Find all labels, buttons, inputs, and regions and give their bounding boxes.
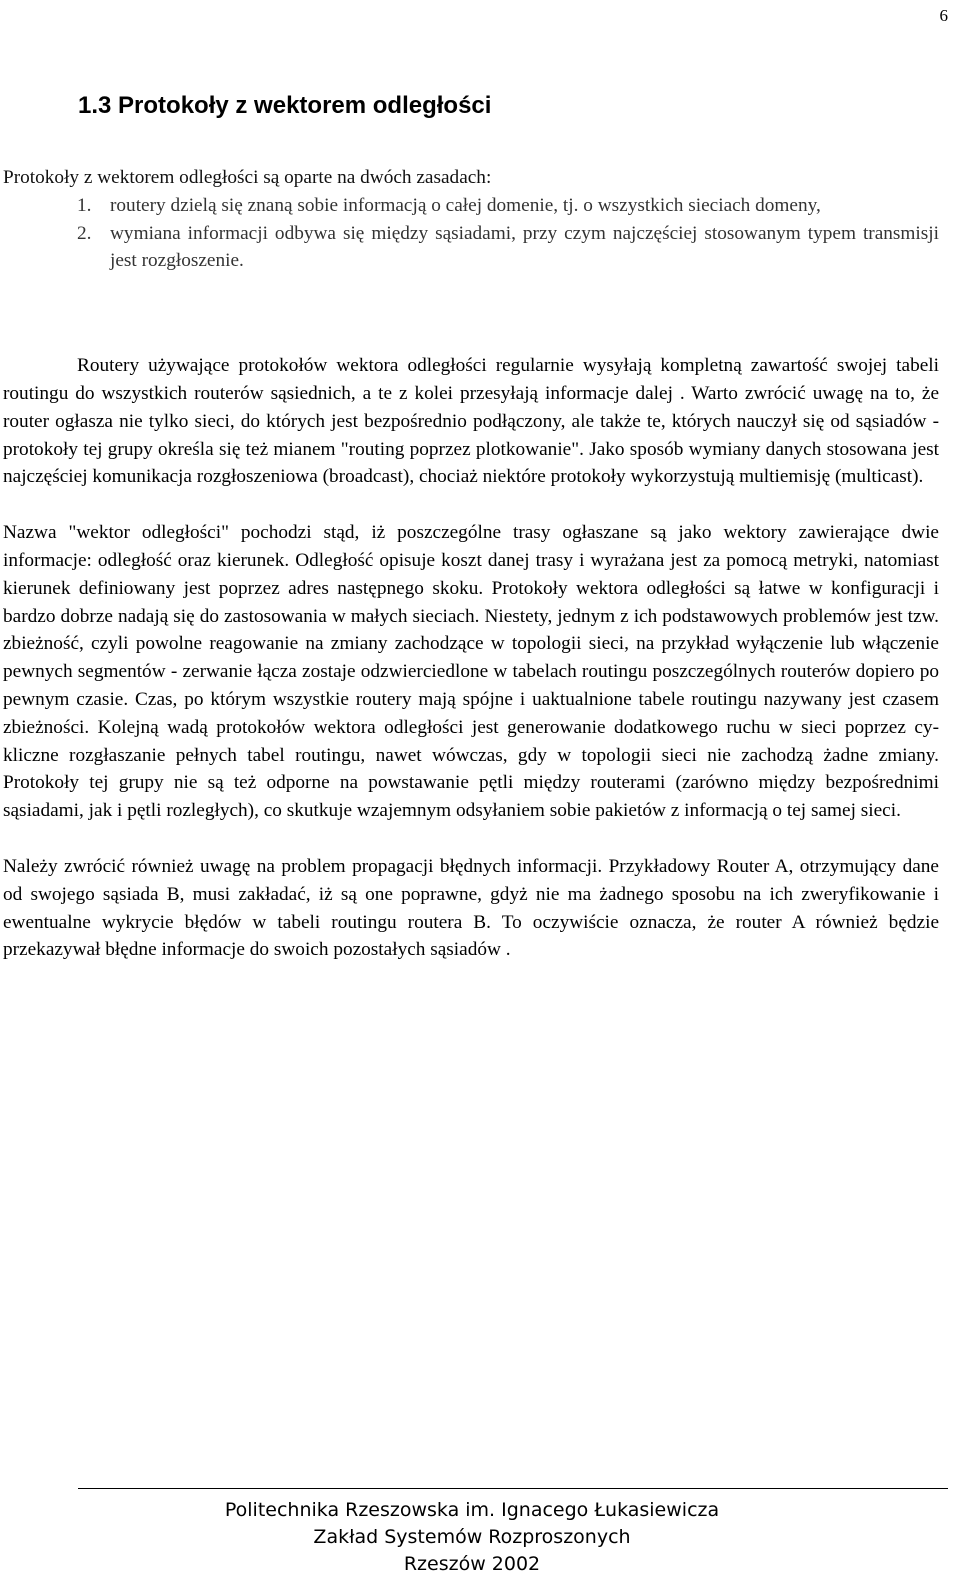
list-item-number: 1. xyxy=(77,194,92,216)
paragraph-error-propagation: Należy zwrócić również uwagę na problem propagacji błędnych informacji. Przykładowy Router A, otrzymujący dane od swojego sąsiada B, musi zakładać, iż są one poprawne, gdyż nie ma żadnego sposobu na ich zweryfikowanie i ewentualne wykrycie błędów w tabeli routingu routera B. To oczywiście oznacza, że router A również będzie przekazywał błędne informacje do swoich pozostałych sąsiadów . xyxy=(3,855,939,961)
footer-divider xyxy=(78,1488,948,1489)
principles-list xyxy=(3,192,939,275)
page-footer xyxy=(0,1497,944,1578)
footer-department: Zakład Systemów Rozproszonych xyxy=(313,1526,631,1548)
footer-university: Politechnika Rzeszowska im. Ignacego Łukasiewicza xyxy=(224,1499,720,1521)
paragraph-distance-vector: Nazwa "wektor odległości" pochodzi stąd, iż poszczególne trasy ogłaszane są jako wektory zawierające dwie informacje: odległość oraz kierunek. Odległość opisuje koszt danej trasy i wyrażana jest za pomocą metryki, natomiast kierunek definiowany jest poprzez adres następnego skoku. Protokoły wektora odległości są łatwe w konfiguracji i bardzo dobrze nadają się do zastosowania w małych sieciach. Niestety, jednym z ich podstawowych problemów jest tzw. zbieżność, czyli powolne reagowanie na zmiany zachodzące w topologii sieci, na przykład wyłączenie lub włączenie pewnych segmentów - zerwanie łącza zostaje odzwierciedlone w tabelach routingu poszczególnych routerów dopiero po pewnym czasie. Czas, po którym wszystkie routery mają spójne i uaktualnione tabele routingu nazywany jest czasem zbieżności. Kolejną wadą protokołów wektora odległości jest generowanie dodatkowego ruchu w sieci poprzez cykliczne rozgłaszanie pełnych tabel routingu, nawet wówczas, gdy w topologii sieci nie zachodzą żadne zmiany. Protokoły tej grupy nie są też odporne na powstawanie pętli między routerami (zarówno między bezpośrednimi sąsiadami, jak i pętli rozległych), co skutkuje wzajemnym odsyłaniem sobie pakietów z informacją o tej samej sieci. xyxy=(3,522,939,822)
list-item xyxy=(3,220,939,276)
intro-text: Protokoły z wektorem odległości są oparte na dwóch zasadach: xyxy=(3,167,492,188)
list-item-number: 2. xyxy=(77,222,92,244)
footer-place-year: Rzeszów 2002 xyxy=(403,1553,541,1575)
list-item-text: routery dzielą się znaną sobie informacją o całej domenie, tj. o wszystkich sieciach domeny, xyxy=(110,194,821,216)
document-body xyxy=(3,164,939,964)
page-number: 6 xyxy=(939,6,948,25)
paragraph-routing-exchange: Routery używające protokołów wektora odległości regularnie wysyłają kompletną zawartość swojej tabeli routingu do wszystkich routerów sąsiednich, a te z kolei przesyłają informacje dalej . Warto zwrócić uwagę na to, że router ogłasza nie tylko sieci, do których jest bezpośrednio podłączony, ale także te, których nauczył się od sąsiadów - protokoły tej grupy określa się też mianem "routing poprzez plotkowanie". Jako sposób wymiany danych stosowana jest najczęściej komunikacja rozgłoszeniowa (broadcast), chociaż niektóre protokoły wykorzystują multiemisję (multicast). xyxy=(3,355,939,488)
list-item xyxy=(3,192,939,220)
list-item-text: wymiana informacji odbywa się między sąsiadami, przy czym najczęściej stosowanym typem transmisji jest rozgłoszenie. xyxy=(110,222,939,272)
section-heading: 1.3 Protokoły z wektorem odległości xyxy=(78,92,492,119)
